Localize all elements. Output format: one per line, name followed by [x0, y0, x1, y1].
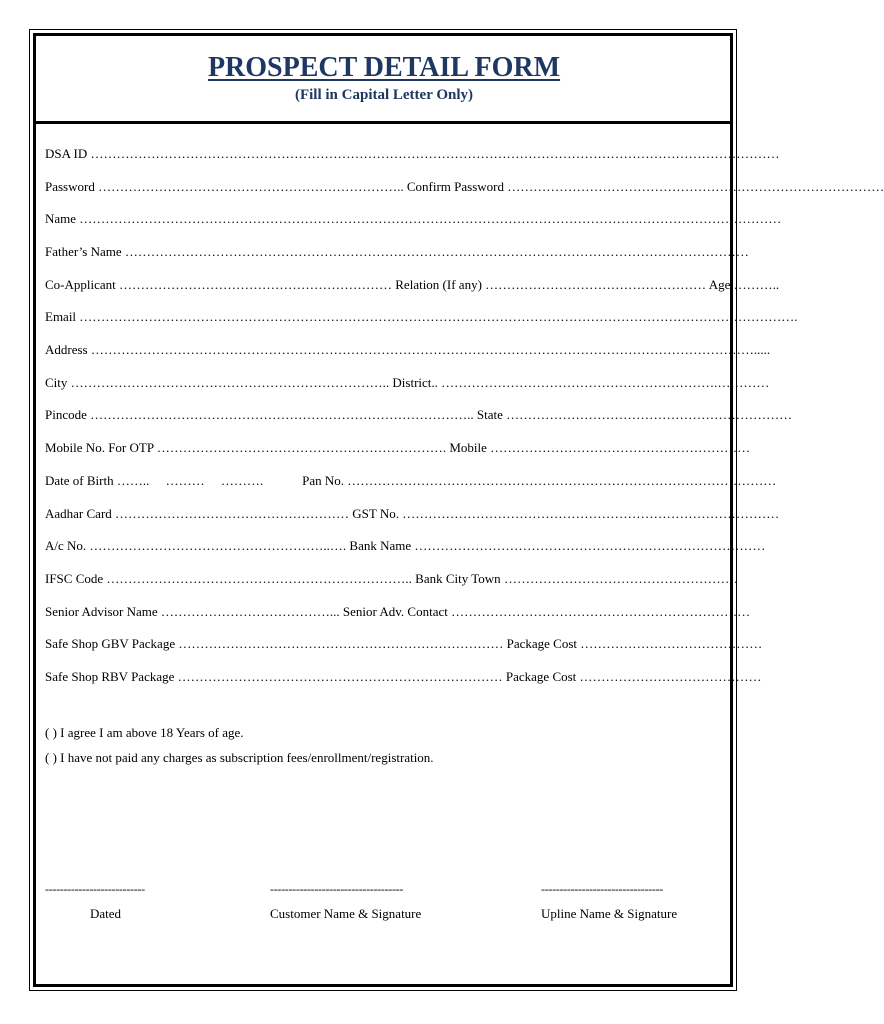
gbv-cost-label: Package Cost — [506, 636, 578, 651]
ac-no-input-line[interactable]: ………………………………………………..…. — [89, 538, 350, 553]
gst-input-line[interactable]: …………………………………………………………………………… — [402, 506, 780, 521]
senior-advisor-input-line[interactable]: …………………………………... — [160, 604, 340, 619]
state-label: State — [476, 407, 503, 422]
city-input-line[interactable]: ……………………………………………………………….. — [70, 375, 393, 390]
co-applicant-input-line[interactable]: ……………………………………………………… — [119, 277, 396, 292]
bank-name-label: Bank Name — [349, 538, 412, 553]
name-label: Name — [45, 211, 77, 226]
ifsc-label: IFSC Code — [45, 571, 104, 586]
field-row-co-applicant — [45, 276, 780, 294]
field-row-ifsc — [45, 570, 738, 588]
no-charges-declaration-checkbox[interactable]: ( ) I have not paid any charges as subscription fees/enrollment/registration. — [45, 750, 434, 765]
mobile-label: Mobile — [449, 440, 487, 455]
bank-city-input-line[interactable]: ……………………………………………… — [503, 571, 738, 586]
field-row-dsa-id — [45, 145, 780, 163]
upline-signature-label: Upline Name & Signature — [541, 906, 678, 921]
customer-signature-label: Customer Name & Signature — [270, 906, 422, 921]
confirm-password-label: Confirm Password — [406, 179, 504, 194]
age-label: Age — [708, 277, 731, 292]
pincode-label: Pincode — [45, 407, 87, 422]
pan-label: Pan No. — [302, 473, 344, 488]
header-divider — [36, 121, 730, 124]
form-title: PROSPECT DETAIL FORM — [207, 52, 561, 83]
email-input-line[interactable]: …………………………………………………………………………………………………………………………………………………. — [79, 309, 798, 324]
rbv-cost-input-line[interactable]: …………………………………… — [579, 669, 762, 684]
form-subtitle: (Fill in Capital Letter Only) — [294, 87, 474, 103]
field-row-senior-advisor — [45, 603, 751, 621]
ac-no-label: A/c No. — [45, 538, 87, 553]
fathers-name-label: Father’s Name — [45, 244, 122, 259]
senior-contact-label: Senior Adv. Contact — [342, 604, 448, 619]
mobile-otp-input-line[interactable]: …………………………………………………………. — [156, 440, 447, 455]
password-label: Password — [45, 179, 95, 194]
senior-advisor-label: Senior Advisor Name — [45, 604, 158, 619]
field-row-gbv-package — [45, 635, 763, 653]
mobile-otp-label: Mobile No. For OTP — [45, 440, 154, 455]
relation-label: Relation (If any) — [395, 277, 482, 292]
address-label: Address — [45, 342, 88, 357]
rbv-package-input-line[interactable]: ………………………………………………………………… — [177, 669, 506, 684]
address-input-line[interactable]: ………………………………………………………………………………………………………………………………………..... — [90, 342, 771, 357]
field-row-email — [45, 308, 798, 326]
district-input-line[interactable]: ……………………………………………………….………… — [441, 375, 770, 390]
field-row-mobile — [45, 439, 751, 457]
confirm-password-input-line[interactable]: …………………………………………………………………………… — [507, 179, 884, 194]
senior-contact-input-line[interactable]: …………………………………………………………… — [451, 604, 751, 619]
upline-signature-line[interactable]: --------------------------------- — [541, 882, 663, 896]
dated-signature-line[interactable]: --------------------------- — [45, 882, 145, 896]
rbv-package-label: Safe Shop RBV Package — [45, 669, 175, 684]
dsa-id-input-line[interactable]: …………………………………………………………………………………………………………………………………………… — [90, 146, 780, 161]
mobile-input-line[interactable]: …………………………………………………… — [490, 440, 751, 455]
gbv-package-label: Safe Shop GBV Package — [45, 636, 176, 651]
gst-label: GST No. — [352, 506, 399, 521]
gbv-package-input-line[interactable]: ………………………………………………………………… — [178, 636, 507, 651]
email-label: Email — [45, 309, 77, 324]
field-row-name — [45, 210, 782, 228]
field-row-city — [45, 374, 770, 392]
age-declaration-checkbox[interactable]: ( ) I agree I am above 18 Years of age. — [45, 725, 244, 740]
customer-signature-line[interactable]: ------------------------------------ — [270, 882, 404, 896]
field-row-aadhar — [45, 505, 780, 523]
dob-input-line[interactable]: …….. ……… ………. — [116, 473, 303, 488]
dob-label: Date of Birth — [45, 473, 114, 488]
city-label: City — [45, 375, 68, 390]
aadhar-input-line[interactable]: ……………………………………………… — [115, 506, 353, 521]
field-row-pincode — [45, 406, 793, 424]
rbv-cost-label: Package Cost — [505, 669, 577, 684]
name-input-line[interactable]: ……………………………………………………………………………………………………………………………………………… — [79, 211, 782, 226]
pincode-input-line[interactable]: …………………………………………………………………………….. — [90, 407, 477, 422]
ifsc-input-line[interactable]: …………………………………………………………….. — [106, 571, 416, 586]
fathers-name-input-line[interactable]: ……………………………………………………………………………………………………………………………… — [124, 244, 749, 259]
dated-label: Dated — [90, 906, 122, 921]
aadhar-label: Aadhar Card — [45, 506, 112, 521]
bank-name-input-line[interactable]: ……………………………………………………………………… — [414, 538, 766, 553]
district-label: District.. — [392, 375, 438, 390]
bank-city-label: Bank City Town — [415, 571, 501, 586]
relation-input-line[interactable]: …………………………………………… — [485, 277, 709, 292]
field-row-address — [45, 341, 771, 359]
field-row-account — [45, 537, 766, 555]
pan-input-line[interactable]: ……………………………………………………………………………………… — [347, 473, 777, 488]
password-input-line[interactable]: …………………………………………………………….. — [98, 179, 407, 194]
co-applicant-label: Co-Applicant — [45, 277, 116, 292]
field-row-fathers-name — [45, 243, 749, 261]
age-input-line[interactable]: ……….. — [733, 277, 780, 292]
field-row-password — [45, 178, 884, 196]
field-row-rbv-package — [45, 668, 762, 686]
state-input-line[interactable]: ………………………………………………………… — [506, 407, 793, 422]
dsa-id-label: DSA ID — [45, 146, 88, 161]
gbv-cost-input-line[interactable]: …………………………………… — [580, 636, 763, 651]
field-row-dob — [45, 472, 777, 490]
